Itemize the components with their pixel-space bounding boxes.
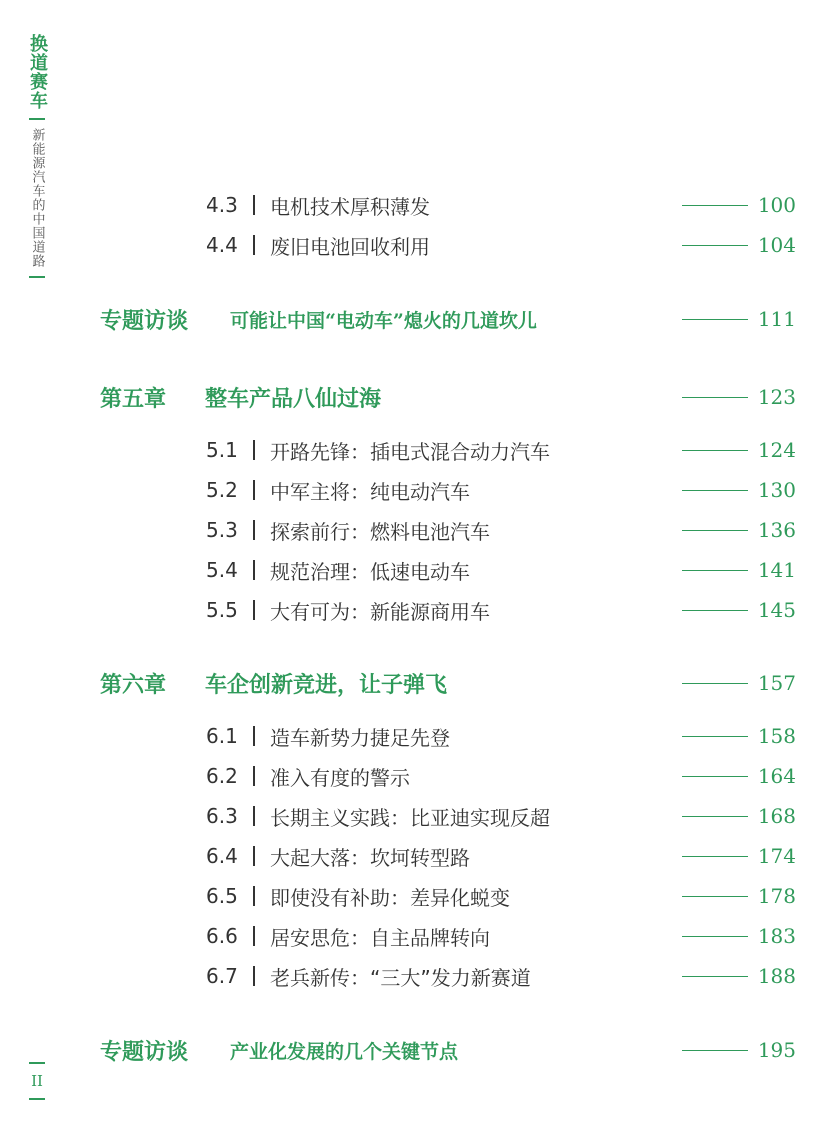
leader-line (682, 736, 748, 737)
section-number: 6.3 (206, 804, 238, 828)
section-separator (253, 926, 255, 946)
section-separator (253, 806, 255, 826)
section-title: 居安思危：自主品牌转向 (270, 925, 490, 950)
chapter-label: 第六章 (100, 671, 167, 698)
page-number: 124 (757, 438, 796, 462)
page-number: 104 (757, 233, 796, 257)
leader-line (682, 816, 748, 817)
chapter-title: 整车产品八仙过海 (205, 385, 382, 412)
toc-section-entry[interactable] (0, 550, 828, 590)
section-title: 老兵新传：“三大”发力新赛道 (270, 965, 531, 990)
section-separator (253, 886, 255, 906)
section-separator (253, 195, 255, 215)
leader-line (682, 776, 748, 777)
leader-line (682, 245, 748, 246)
page-number: 100 (757, 193, 796, 217)
folio-number: II (31, 1072, 43, 1090)
section-separator (253, 766, 255, 786)
section-number: 5.3 (206, 518, 238, 542)
section-title: 规范治理：低速电动车 (270, 559, 470, 584)
section-number: 5.5 (206, 598, 238, 622)
section-separator (253, 235, 255, 255)
chapter-title: 车企创新竞进，让子弹飞 (205, 671, 448, 698)
toc-section-entry[interactable] (0, 225, 828, 265)
section-separator (253, 440, 255, 460)
section-title: 准入有度的警示 (270, 765, 410, 790)
section-number: 6.4 (206, 844, 238, 868)
section-separator (253, 560, 255, 580)
toc-section-entry[interactable] (0, 796, 828, 836)
section-title: 废旧电池回收利用 (270, 234, 430, 259)
toc-section-entry[interactable] (0, 716, 828, 756)
section-number: 6.2 (206, 764, 238, 788)
page-number: 164 (757, 764, 796, 788)
section-title: 大有可为：新能源商用车 (270, 599, 490, 624)
page-number: 130 (757, 478, 796, 502)
leader-line (682, 397, 748, 398)
section-separator (253, 600, 255, 620)
leader-line (682, 683, 748, 684)
section-number: 5.2 (206, 478, 238, 502)
page-number: 136 (757, 518, 796, 542)
page-number: 183 (757, 924, 796, 948)
toc-section-entry[interactable] (0, 756, 828, 796)
section-number: 5.1 (206, 438, 238, 462)
leader-line (682, 856, 748, 857)
spine-subtitle: 新能源汽车的中国道路 (29, 128, 45, 268)
section-title: 电机技术厚积薄发 (270, 194, 430, 219)
special-title: 可能让中国“电动车”熄火的几道坎儿 (230, 309, 537, 332)
leader-line (682, 1050, 748, 1051)
section-title: 开路先锋：插电式混合动力汽车 (270, 439, 550, 464)
leader-line (682, 976, 748, 977)
page-number: 168 (757, 804, 796, 828)
toc-section-entry[interactable] (0, 876, 828, 916)
leader-line (682, 896, 748, 897)
page-number: 188 (757, 964, 796, 988)
leader-line (682, 450, 748, 451)
special-label: 专题访谈 (100, 1038, 189, 1065)
section-number: 4.3 (206, 193, 238, 217)
toc-section-entry[interactable] (0, 916, 828, 956)
page-number: 145 (757, 598, 796, 622)
section-number: 6.6 (206, 924, 238, 948)
special-label: 专题访谈 (100, 307, 189, 334)
section-number: 5.4 (206, 558, 238, 582)
spine-divider (29, 276, 45, 278)
toc-section-entry[interactable] (0, 470, 828, 510)
spine-divider (29, 118, 45, 120)
leader-line (682, 490, 748, 491)
leader-line (682, 319, 748, 320)
page-number: 111 (757, 307, 796, 331)
page-number: 195 (757, 1038, 796, 1062)
page-number: 178 (757, 884, 796, 908)
leader-line (682, 570, 748, 571)
toc-chapter-entry[interactable] (0, 377, 828, 417)
section-title: 中军主将：纯电动汽车 (270, 479, 470, 504)
section-number: 4.4 (206, 233, 238, 257)
section-title: 探索前行：燃料电池汽车 (270, 519, 490, 544)
section-separator (253, 966, 255, 986)
toc-section-entry[interactable] (0, 590, 828, 630)
page-number: 141 (757, 558, 796, 582)
section-separator (253, 846, 255, 866)
page-number: 157 (757, 671, 796, 695)
section-title: 大起大落：坎坷转型路 (270, 845, 470, 870)
leader-line (682, 936, 748, 937)
page-number: 158 (757, 724, 796, 748)
toc-section-entry[interactable] (0, 510, 828, 550)
toc-chapter-entry[interactable] (0, 663, 828, 703)
section-separator (253, 726, 255, 746)
spine-book-title: 换道赛车 (27, 34, 48, 110)
page-number: 123 (757, 385, 796, 409)
toc-special-entry[interactable] (0, 299, 828, 339)
toc-special-entry[interactable] (0, 1030, 828, 1070)
section-title: 即使没有补助：差异化蜕变 (270, 885, 510, 910)
special-title: 产业化发展的几个关键节点 (230, 1040, 459, 1063)
page-number: 174 (757, 844, 796, 868)
chapter-label: 第五章 (100, 385, 167, 412)
toc-section-entry[interactable] (0, 185, 828, 225)
section-title: 造车新势力捷足先登 (270, 725, 450, 750)
section-title: 长期主义实践：比亚迪实现反超 (270, 805, 550, 830)
section-separator (253, 480, 255, 500)
leader-line (682, 205, 748, 206)
section-number: 6.5 (206, 884, 238, 908)
folio-divider (29, 1098, 45, 1100)
leader-line (682, 530, 748, 531)
leader-line (682, 610, 748, 611)
toc-section-entry[interactable] (0, 956, 828, 996)
section-number: 6.1 (206, 724, 238, 748)
section-separator (253, 520, 255, 540)
toc-section-entry[interactable] (0, 836, 828, 876)
toc-section-entry[interactable] (0, 430, 828, 470)
section-number: 6.7 (206, 964, 238, 988)
